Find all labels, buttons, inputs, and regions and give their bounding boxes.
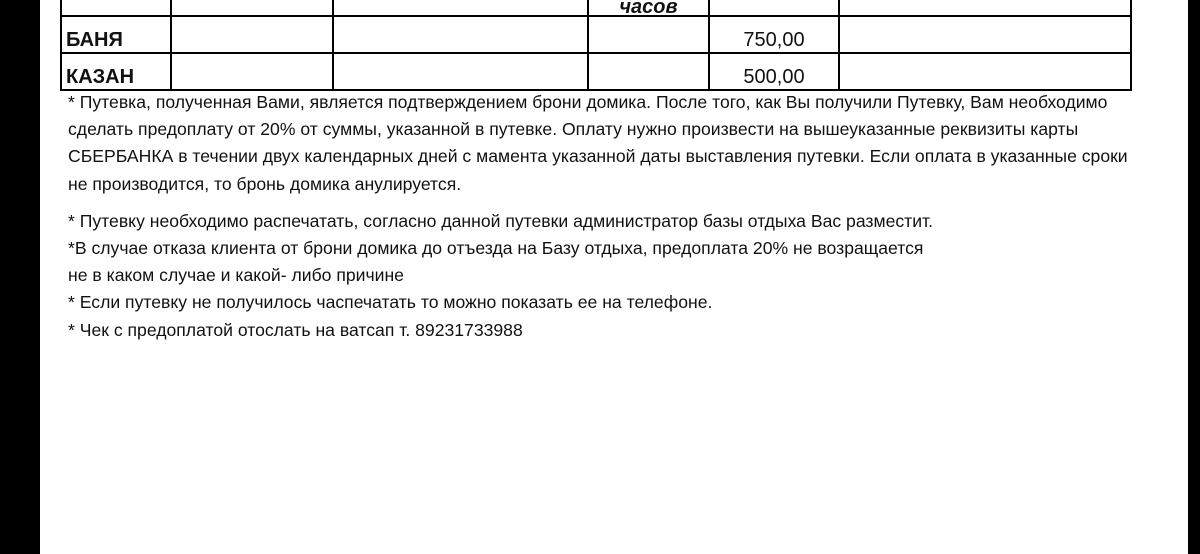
notes-block xyxy=(68,89,1148,344)
row-price: 500,00 xyxy=(709,53,839,90)
note-receipt: * Чек с предоплатой отослать на ватсап т. 89231733988 xyxy=(68,319,523,340)
note-prepayment: * Путевка, полученная Вами, является подтверждением брони домика. После того, как Вы получили Путевку, Вам необходимо сделать предоплату от 20% от суммы, указанной в путевке. Оплату нужно произвести на вышеуказанные реквизиты карты СБЕРБАНКА в течении двух календарных дней с мамента указанной даты выставления путевки. Если оплата в указанные сроки не производится, то бронь домика анулируется. xyxy=(68,92,1128,194)
table-row xyxy=(61,16,1131,53)
row-label: БАНЯ xyxy=(61,16,171,53)
note-phone: * Если путевку не получилось часпечатать то можно показать ее на телефоне. xyxy=(68,292,713,313)
table-header-row xyxy=(61,0,1131,16)
header-cell-hours: часов xyxy=(588,0,709,16)
row-label: КАЗАН xyxy=(61,53,171,90)
note-refusal-cont: не в каком случае и какой- либо причине xyxy=(68,265,404,286)
table-row xyxy=(61,53,1131,90)
price-table xyxy=(60,0,1130,91)
note-refusal: *В случае отказа клиента от брони домика до отъезда на Базу отдыха, предоплата 20% не возращается xyxy=(68,238,924,259)
note-print: * Путевку необходимо распечатать, согласно данной путевки администратор базы отдыха Вас разместит. xyxy=(68,210,934,231)
row-price: 750,00 xyxy=(709,16,839,53)
